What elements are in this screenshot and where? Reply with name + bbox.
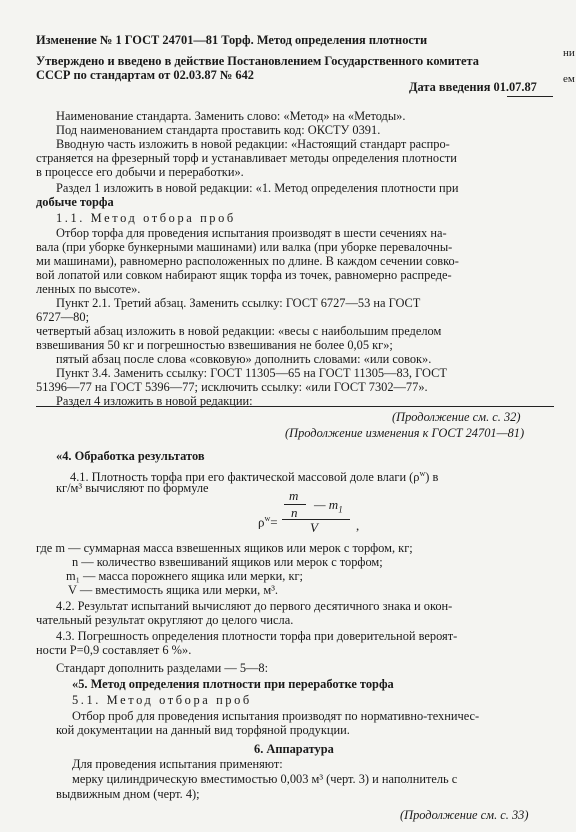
paragraph-line: Для проведения испытания применяют: bbox=[72, 757, 283, 771]
paragraph-line: 4.2. Результат испытаний вычисляют до первого десятичного знака и окон- bbox=[56, 599, 453, 613]
section-heading: 6. Аппаратура bbox=[254, 742, 334, 756]
amendment-title: Изменение № 1 ГОСТ 24701—81 Торф. Метод определения плотности bbox=[36, 33, 428, 47]
paragraph-line: Раздел 1 изложить в новой редакции: «1. Метод определения плотности при bbox=[56, 181, 459, 195]
paragraph-text: ) в bbox=[425, 470, 439, 485]
formula-V: V bbox=[310, 520, 318, 535]
paragraph-line: кг/м³ вычисляют по формуле bbox=[56, 481, 209, 495]
paragraph-line: Стандарт дополнить разделами — 5—8: bbox=[56, 661, 269, 675]
variable-definition: n — количество взвешиваний ящиков или мерок с торфом; bbox=[72, 555, 383, 569]
paragraph-line: ми машинами), равномерно расположенных по длине. В каждом сечении совко- bbox=[36, 254, 459, 268]
paragraph-line: пятый абзац после слова «совковую» дополнить словами: «или совок». bbox=[56, 352, 432, 366]
paragraph-line: ленных по высоте». bbox=[36, 282, 141, 296]
paragraph-line: Раздел 4 изложить в новой редакции: bbox=[56, 394, 253, 408]
paragraph-text: 4.1. Плотность торфа при его фактической массовой доле влаги (ρ bbox=[70, 470, 420, 485]
formula-sup: w bbox=[264, 514, 271, 523]
variable-definition: m₁ — масса порожнего ящика или мерки, кг; bbox=[66, 569, 303, 583]
formula-lhs bbox=[258, 514, 278, 530]
formula-minus-m: — m bbox=[314, 497, 339, 512]
margin-fragment-2: ем bbox=[563, 73, 575, 85]
paragraph-line: чательный результат округляют до целого числа. bbox=[36, 613, 294, 627]
paragraph-line: Пункт 3.4. Заменить ссылку: ГОСТ 11305—65 на ГОСТ 11305—83, ГОСТ bbox=[56, 366, 447, 380]
variable-definition: V — вместимость ящика или мерки, м³. bbox=[68, 583, 279, 597]
formula-m: m bbox=[289, 488, 299, 503]
formula-rho: ρ bbox=[258, 514, 265, 530]
paragraph-line: Отбор проб для проведения испытания производят по нормативно-техничес- bbox=[72, 709, 480, 723]
page-divider bbox=[36, 406, 554, 407]
paragraph-line: Вводную часть изложить в новой редакции: «Настоящий стандарт распро- bbox=[56, 137, 450, 151]
effective-date: Дата введения 01.07.87 bbox=[409, 80, 537, 94]
paragraph-line: 4.3. Погрешность определения плотности торфа при доверительной вероят- bbox=[56, 629, 458, 643]
subsection-heading: 1.1. Метод отбора проб bbox=[56, 211, 236, 225]
date-underline bbox=[507, 96, 553, 97]
paragraph-line: Наименование стандарта. Заменить слово: «Метод» на «Методы». bbox=[56, 109, 406, 123]
paragraph-line: Пункт 2.1. Третий абзац. Заменить ссылку: ГОСТ 6727—53 на ГОСТ bbox=[56, 296, 421, 310]
paragraph-line: вала (при уборке бункерными машинами) или валка (при уборке перевалочны- bbox=[36, 240, 453, 254]
approval-line-1: Утверждено и введено в действие Постановлением Государственного комитета bbox=[36, 54, 479, 68]
subsection-heading: 5.1. Метод отбора проб bbox=[72, 693, 252, 707]
formula-equals: = bbox=[270, 514, 278, 530]
formula-n: n bbox=[291, 505, 298, 520]
approval-line-2: СССР по стандартам от 02.03.87 № 642 bbox=[36, 68, 254, 82]
section-heading: «4. Обработка результатов bbox=[56, 449, 205, 463]
paragraph-line: взвешивания 50 кг и погрешностью взвешивания не более 0,05 кг»; bbox=[36, 338, 393, 352]
continuation-header: (Продолжение изменения к ГОСТ 24701—81) bbox=[285, 426, 525, 440]
formula-minus-m1 bbox=[314, 497, 343, 515]
density-superscript: w bbox=[419, 469, 426, 478]
paragraph-line: Отбор торфа для проведения испытания производят в шести сечениях на- bbox=[56, 226, 447, 240]
paragraph-line: 6727—80; bbox=[36, 310, 90, 324]
paragraph-line: ности P=0,9 составляет 6 %». bbox=[36, 643, 192, 657]
paragraph-line: мерку цилиндрическую вместимостью 0,003 м³ (черт. 3) и наполнитель с bbox=[72, 772, 458, 786]
continuation-note: (Продолжение см. с. 33) bbox=[400, 808, 529, 822]
paragraph-line: четвертый абзац изложить в новой редакции: «весы с наибольшим пределом bbox=[36, 324, 442, 338]
paragraph-line: страняется на фрезерный торф и устанавливает методы определения плотности bbox=[36, 151, 457, 165]
paragraph-line: выдвижным дном (черт. 4); bbox=[56, 787, 200, 801]
margin-fragment-1: ни bbox=[563, 47, 575, 59]
formula-comma: , bbox=[356, 518, 360, 533]
paragraph-line: вой лопатой или совком набирают ящик торфа из точек, равномерно распреде- bbox=[36, 268, 452, 282]
continuation-note: (Продолжение см. с. 32) bbox=[392, 410, 521, 424]
paragraph-line: кой документации на данный вид торфяной продукции. bbox=[56, 723, 350, 737]
paragraph-line: добыче торфа bbox=[36, 195, 114, 209]
paragraph-line: в процессе его добычи и переработки». bbox=[36, 165, 244, 179]
paragraph-line: Под наименованием стандарта проставить код: ОКСТУ 0391. bbox=[56, 123, 381, 137]
formula-sub: 1 bbox=[338, 504, 343, 515]
variable-definition: где m — суммарная масса взвешенных ящиков или мерок с торфом, кг; bbox=[36, 541, 413, 555]
paragraph-line: 51396—77 на ГОСТ 5396—77; исключить ссылку: «или ГОСТ 7302—77». bbox=[36, 380, 428, 394]
section-heading: «5. Метод определения плотности при переработке торфа bbox=[72, 677, 394, 691]
